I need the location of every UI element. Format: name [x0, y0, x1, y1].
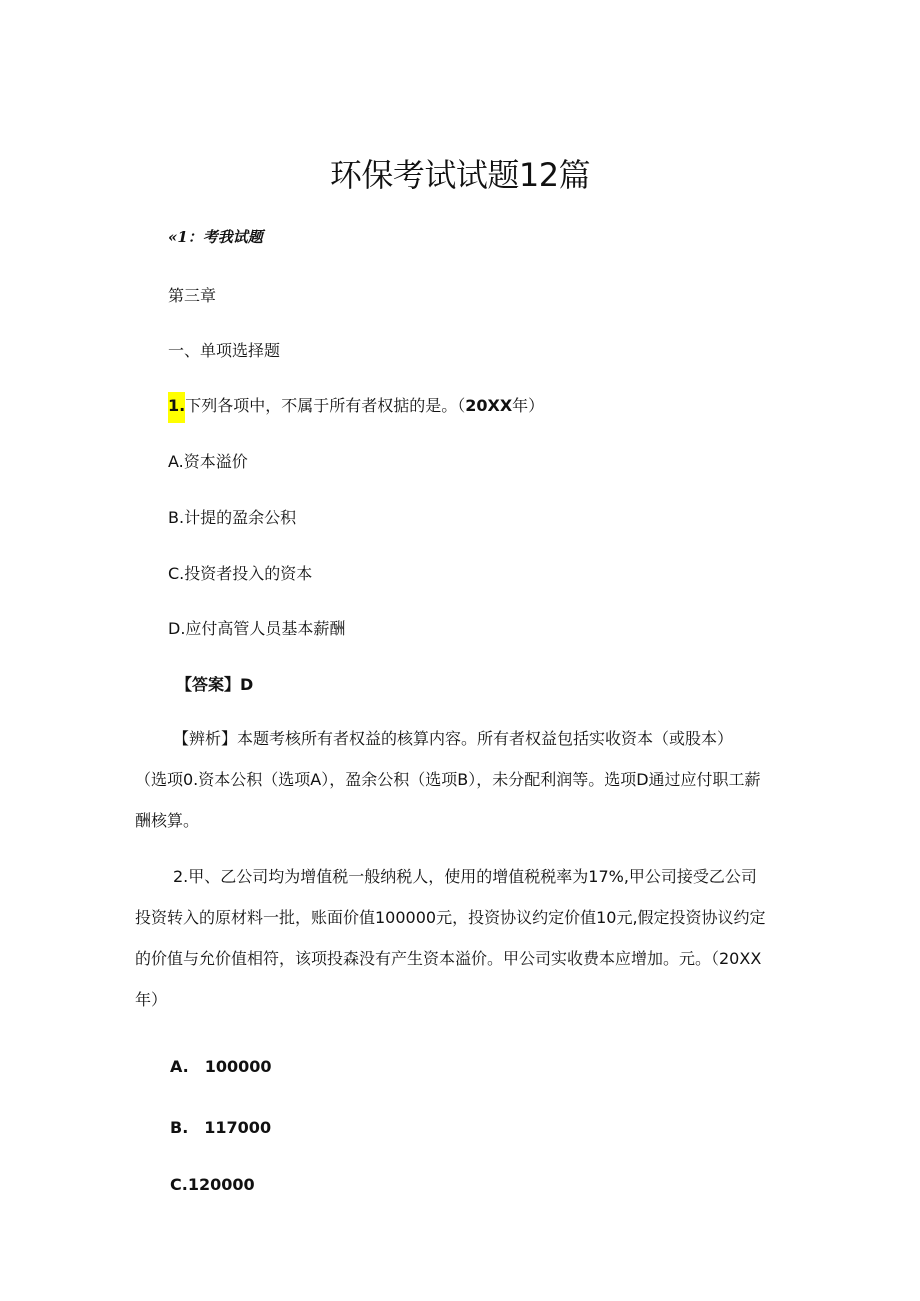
q1-answer: 【答案】D [176, 675, 254, 694]
q2-option-b: B. 117000 [170, 1118, 272, 1137]
question-2-line: 投资转入的原材料一批，账面价值100000元，投资协议约定价值10元,假定投资协议约定 [135, 908, 766, 927]
q1-option-b: B.计提的盈余公积 [168, 508, 297, 527]
document-title: 环保考试试题12篇 [329, 156, 591, 194]
question-1-number: 1. [168, 392, 185, 423]
q1-option-c: C.投资者投入的资本 [168, 564, 313, 583]
q1-analysis-line: （选项0.资本公积（选项A），盈余公积（选项B），未分配利润等。选项D通过应付职工薪 [135, 770, 761, 789]
q2-option-c: C.120000 [170, 1175, 255, 1194]
question-2 [135, 856, 790, 1020]
chapter-heading: 第三章 [168, 286, 217, 305]
q1-analysis [135, 718, 790, 841]
q2-option-a: A. 100000 [170, 1057, 272, 1076]
q1-option-a: A.资本溢价 [168, 452, 248, 471]
question-2-line: 年） [135, 990, 168, 1009]
section-header: «1：考我试题 [168, 228, 263, 246]
question-1 [168, 393, 544, 416]
part-heading: 一、单项选择题 [168, 341, 281, 360]
question-1-year-suffix: 年） [512, 396, 545, 415]
q1-analysis-line: 【辨析】本题考核所有者权益的核算内容。所有者权益包括实收资本（或股本） [173, 729, 734, 748]
question-2-line: 的价值与允价值相符，该项投森没有产生资本溢价。甲公司实收费本应增加。元。（20XX [135, 949, 762, 968]
question-1-year: 20XX [465, 396, 513, 415]
question-2-line: 2.甲、乙公司均为增值税一般纳税人，使用的增值税税率为17%,甲公司接受乙公司 [173, 867, 757, 886]
q1-analysis-line: 酬核算。 [135, 811, 200, 830]
question-1-text: 下列各项中，不属于所有者权掂的是。（ [185, 396, 466, 415]
q1-option-d: D.应付高管人员基本薪酬 [168, 619, 346, 638]
